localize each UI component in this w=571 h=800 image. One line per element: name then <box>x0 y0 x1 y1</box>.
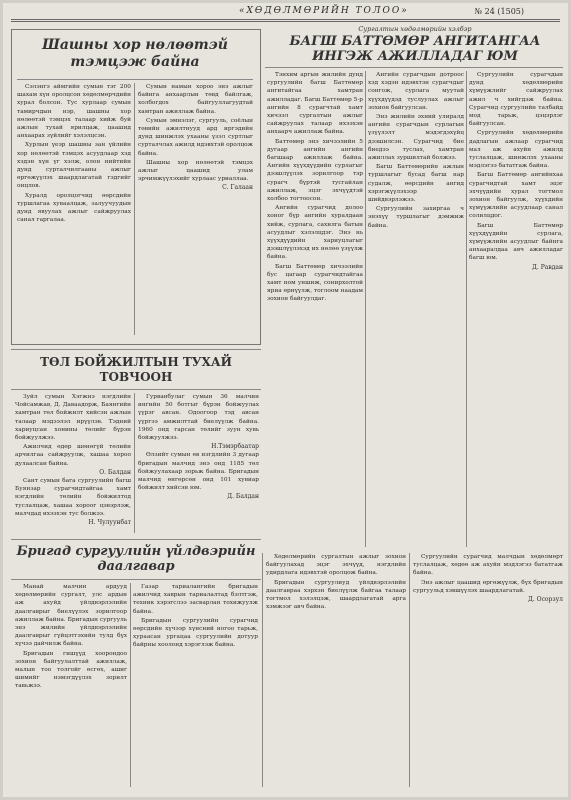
paragraph: Энэ ажлыг цаашид өргөжүүлж, бүх бригадын сургуульд хэвшүүлэх шаардлагатай. <box>413 579 563 594</box>
paragraph: Ажилчид өдөр шөнөгүй төлийн арчилгаа сайжруулж, хашаа хороо дулаалсан байна. <box>15 444 131 467</box>
paragraph: Өлзийт сумын өв нэгдлийн 3 дугаар бригадын малчид энэ онд 1185 төл бойжуулахаар зорьж байна. Бригадын малчид өнгөрсөн онд 101 хувиар бойжилт хийсэн юм. <box>138 452 259 492</box>
column-religion-1 <box>17 83 131 337</box>
paragraph: Ангийн сурагчдын дотроос хэд хэдэн идэвхтэн сурагчдыг сонгож, сурлага муутай хүүхдүүдэд туслуулах ажлыг зохион байгуулсан. <box>368 72 464 111</box>
divider <box>17 79 253 80</box>
divider <box>11 349 261 350</box>
divider <box>11 579 261 580</box>
paragraph: Хуралд оролцогчид өөрсдийн туршлагаа хуваалцаж, залуучуудын дунд явуулах ажлыг сайжруулах санал гаргалаа. <box>17 192 131 224</box>
paragraph: Сэлэнгэ аймгийн сумын тэг 200 шахам хүн оролцсон хөдөлмөрчдийн хурал болсон. Тус хурлаар сумын тамирчдын нэр, шашны хор нөлөөтэй тэмцэх талаар хийж буй ажлын тухай ярилцаж, цаашид анхаарах зүйлийг хэлэлцсэн. <box>17 84 131 140</box>
page-header <box>3 3 568 23</box>
paragraph: Газар тариалангийн бригадын ажилчид хаврын тариалалтад бэлтгэж, техник хэрэгслээ засварлан тохижуулж байна. <box>133 584 258 615</box>
paragraph: Бригадын гишүүд хоорондоо зохион байгуулалттай ажиллаж, малын тоо толгойг өсгөх, ашиг шимийг нэмэгдүүлэх зорилт тавьжээ. <box>15 650 127 690</box>
paragraph: Тэнхим аргын жилийн дунд сургуулийн багш Баттөмөр ангитайгаа хамтран ажилладаг. Багш Баттөмөр 5-р ангийн 8 сурагчтай хамт хичээл сургалтын ажлыг сайжруулах талаар ихээхэн анхаарч ажиллаж байна. <box>267 72 363 136</box>
paragraph: Гурванбулаг сумын 36 малчин ингийн 50 ботгыг бүрэн бойжуулах үүрэг авсан. Одоогоор тэд авсан үүргээ амжилттай биелүүлж байна. 1960 онд гарсан төлийг зуун хувь бойжуулжээ. <box>138 394 259 442</box>
column-teacher-1 <box>267 71 363 549</box>
signature: О. Балдан <box>99 468 131 476</box>
paragraph: Зуйл сумын Хэгжнэ нэгдлийн Чойсамжав, Д. Даваадорж, Баянгийн хамтран төл бойжилт хийсэн ажлын талаар мэдээлэл ирүүлэв. Тэдний хариуцсан хонины төлийг бүрэн бойжуулжээ. <box>15 394 131 442</box>
issue-number: № 24 (1505) <box>474 7 524 16</box>
column-livestock-2 <box>138 393 259 535</box>
kicker-teacher: Сургалтын хөдөлмөрийн хэлбэр <box>358 25 472 33</box>
column-rule <box>134 83 135 335</box>
column-religion-2 <box>138 83 253 337</box>
paragraph: Багш Баттөмөрийн ажлын туршлагыг бусад багш нар судалж, өөрсдийн ангид хэрэгжүүлэхээр шийдвэрлэжээ. <box>368 164 464 204</box>
paragraph: Ангийн сурагчид долоо хоног бүр ангийн хуралдаан хийж, сурлага, сахилга батын асуудлыг хэлэлцдэг. Энэ нь хүүхдүүдийн хариуцлагыг дээшлүүлэхэд их нөлөө үзүүлж байна. <box>267 205 363 261</box>
newspaper-page <box>3 3 568 797</box>
paragraph: Хурлын үеэр шашны зан үйлийн хор нөлөөтэй тэмцэх асуудлаар хэд хэдэн хүн үг хэлж, олон нийтийн дунд сурталчилгааны ажлыг өргөжүүлэх шаардлагатай гэдгийг онцлов. <box>17 142 131 190</box>
column-livestock-1 <box>15 393 131 535</box>
column-teacher-3 <box>469 71 563 549</box>
paragraph: Хөдөлмөрийн сургалтын ажлыг зохион байгуулахад эцэг эхчүүд, нэгдлийн удирдлага идэвхтэй оролцож байна. <box>266 554 406 577</box>
signature: Д. Балдан <box>227 493 259 501</box>
paragraph: Баттөмөр энэ хичээлийн 5 дугаар ангийн ангийн багшаар ажиллаж байна. Ангийн хүүхдүүдийн сурлагыг дээшлүүлэх зорилгоор тэр сурагч бүртэй тусгайлан ажиллаж, эцэг эхчүүдтэй холбоо тогтоосон. <box>267 138 363 203</box>
paragraph: Бригадын сургуулиуд үйлдвэрлэлийн даалгавраа хэрхэн биелүүлж байгаа талаар тогтмол хэлэлцэж, шаардлагатай арга хэмжээг авч байна. <box>266 579 406 611</box>
column-rule <box>262 553 263 787</box>
signature: Н. Чулуунбат <box>88 519 131 527</box>
paragraph: Багш Баттөмөр ангийнхаа сурагчидтай хамт эцэг эхчүүдийн хурал тогтмол зохион байгуулж, хүүхдийн хүмүүжлийн асуудлаар санал солилцдог. <box>469 172 563 220</box>
paragraph: Сургуулийн сурагчдын дунд хөдөлмөрийн хүмүүжлийг сайжруулах ажил ч хийгдэж байна. Сурагчид сургуулийн талбайд мод тарьж, цэцэрлэг байгуулсан. <box>469 72 563 128</box>
divider <box>11 389 261 390</box>
column-brigade-3 <box>266 553 406 789</box>
divider <box>265 67 563 68</box>
headline-brigade: Бригад сургуулийн үйлдвэрийн даалгавар <box>16 544 256 574</box>
paragraph: Сургуулийн сурагчид малчдын хөдөлмөрт туслалцаж, хөдөө аж ахуйн мэдлэгээ бататгаж байна. <box>413 554 563 577</box>
header-rule <box>11 19 560 22</box>
paragraph: Сургуулийн захиргаа ч энэхүү туршлагыг дэмжиж байна. <box>368 206 464 229</box>
column-rule <box>134 393 135 533</box>
column-brigade-4 <box>413 553 563 789</box>
paragraph: Сургуулийн хөдөлмөрийн дадлагын ажлаар сурагчид мал аж ахуйн ажилд туслалцаж, шинжлэх ухааны мэдлэгээ бататгаж байна. <box>469 130 563 170</box>
headline-religion: Шашны хор нөлөөтэй тэмцэж байна <box>42 37 228 70</box>
paragraph: Багш Баттөмөр хичээлийн бус цагаар сурагчидтайгаа хамт ном уншиж, сонирхолтой яриа өрнүүлж, тоглоом наадам зохион байгуулдаг. <box>267 263 363 303</box>
paragraph: Шашны хор нөлөөтэй тэмцэх ажлыг цаашид улам эрчимжүүлэхийг хурлаас уриаллаа. <box>138 159 253 183</box>
signature: Н.Тэмэрбаатар <box>211 443 259 451</box>
masthead: «ХӨДӨЛМӨРИЙН ТОЛОО» <box>239 6 409 16</box>
paragraph: Сант сумын бага сургуулийн багш Буянзар сурагчидтайгаа хамт нэгдлийн төлийн бойжилтод туслалцаж, хашаа хороог цэвэрлэж, малчдад ихээхэн тус болжээ. <box>15 478 131 517</box>
signature: Д. Осорзул <box>527 596 563 604</box>
signature: С. Галаан <box>222 184 253 192</box>
column-brigade-2 <box>133 583 258 789</box>
column-brigade-1 <box>15 583 127 789</box>
divider <box>11 539 261 540</box>
paragraph: Бригадын сургуулийн сурагчид өөрсдийн хүчээр хүнсний ногоо тарьж, хураасан ургацаа сургуулийн дотуур байрны хоолонд хэрэглэж байна. <box>133 617 258 649</box>
column-rule <box>130 583 131 787</box>
paragraph: Энэ жилийн эхний улиралд ангийн сурагчдын сурлагын үзүүлэлт мэдэгдэхүйц дээшилсэн. Сурагчид бие биедээ туслах, хамтран ажиллах зуршилтай болжээ. <box>368 114 464 162</box>
paragraph: Манай малчин ардууд хөдөлмөрийн сургалт, улс ардын аж ахуйд үйлдвэрлэлийн даалгаврыг биелүүлэх зорилгоор ажиллаж байна. Бригадын сургууль энэ жилийн үйлдвэрлэлийн даалгаврыг гүйцэтгэхийн тулд бүх хүчээ дайчилж байна. <box>15 584 127 648</box>
column-teacher-2 <box>368 71 464 549</box>
column-rule <box>409 553 410 787</box>
paragraph: Сумын эмнэлэг, сургууль, соёлын төвийн ажилтнууд ард иргэдийн дунд шинжлэх ухааны үзэл суртлыг сурталчлах ажилд идэвхтэй оролцож байна. <box>138 117 253 157</box>
headline-teacher: БАГШ БАТТӨМӨР АНГИТАНГАА ИНГЭЖ АЖИЛЛАДАГ ЮМ <box>289 34 541 64</box>
signature: Д. Равдан <box>532 263 563 271</box>
paragraph: Сумын намын хороо энэ ажлыг байнга анхаарлын төвд байлгаж, холбогдох байгууллагуудтай хамтран ажиллаж байна. <box>138 84 253 115</box>
headline-livestock: ТӨЛ БОЙЖИЛТЫН ТУХАЙ ТОВЧООН <box>40 355 232 384</box>
column-rule <box>365 71 366 547</box>
column-rule <box>466 71 467 547</box>
paragraph: Багш Баттөмөр хүүхдүүдийн сурлага, хүмүүжлийн асуудлыг байнга анхааралдаа авч ажилладаг багш юм. <box>469 222 563 262</box>
